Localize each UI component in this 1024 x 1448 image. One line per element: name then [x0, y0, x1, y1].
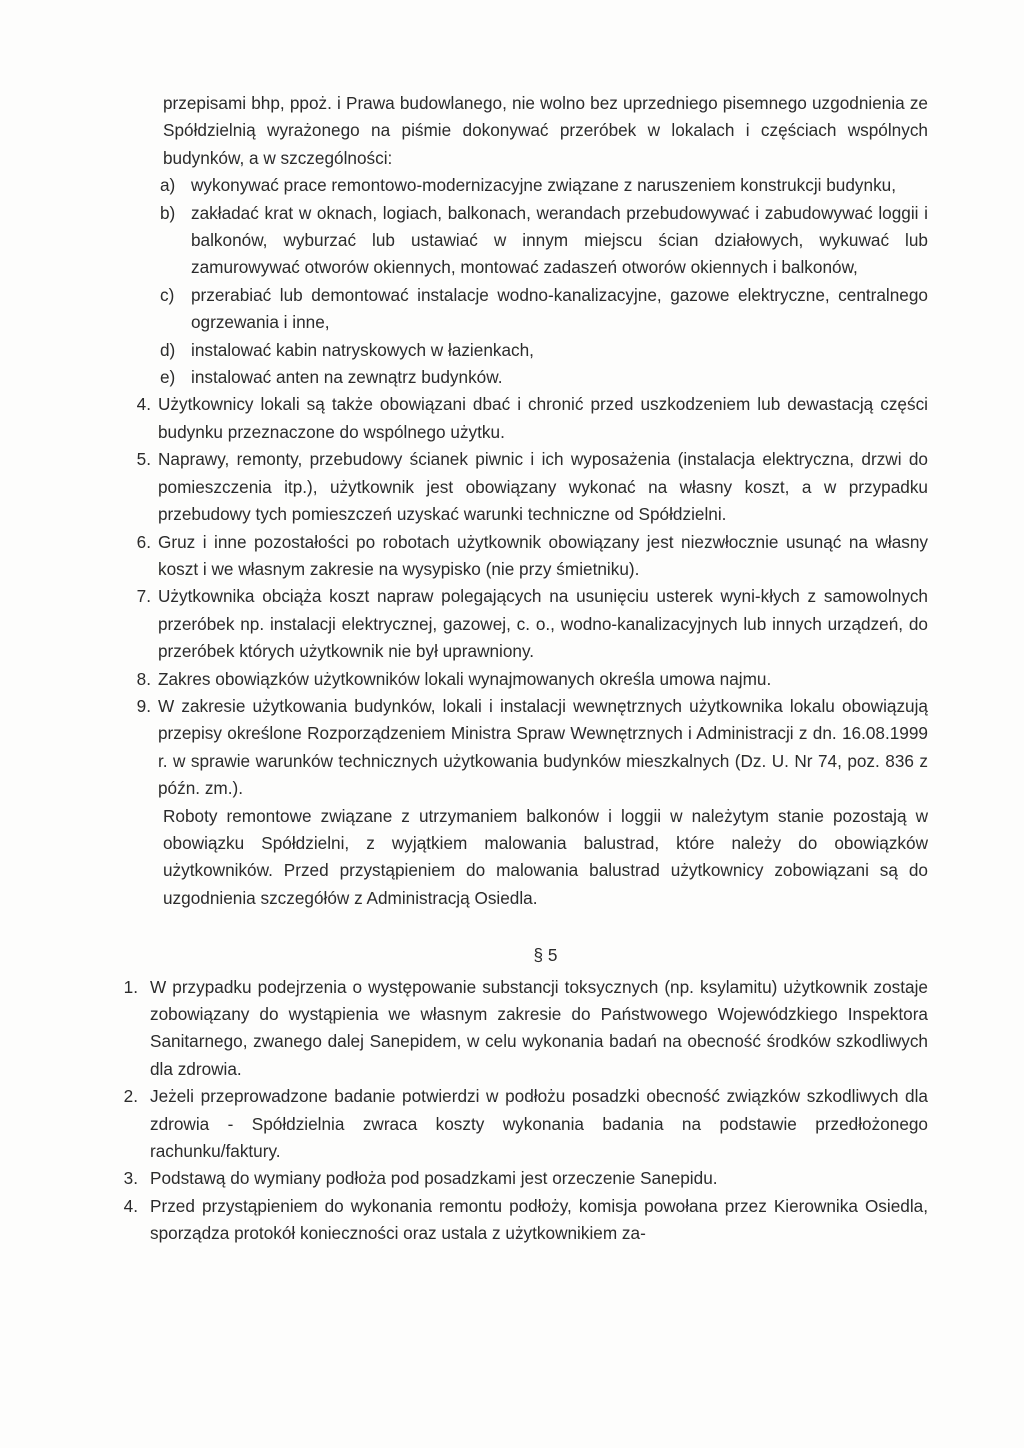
- list-label: c): [160, 284, 175, 305]
- list-text: wykonywać prace remontowo-modernizacyjne związane z naruszeniem konstrukcji budynku,: [191, 175, 897, 196]
- item-text: Podstawą do wymiany podłoża pod posadzkami jest orzeczenie Sanepidu.: [150, 1168, 718, 1189]
- list-item-e: [160, 364, 928, 391]
- item-number: 5.: [136, 449, 151, 470]
- item-text: W zakresie użytkowania budynków, lokali i instalacji wewnętrznych użytkownika lokalu obowiązują przepisy określone Rozporządzeniem Ministra Spraw Wewnętrznych i Administracji z dn. 16.08.1999 r. w sprawie warunków technicznych użytkowania budynków mieszkalnych (Dz. U. Nr 74, poz. 836 z późn. zm.).: [158, 695, 928, 799]
- item-text: Naprawy, remonty, przebudowy ścianek piwnic i ich wyposażenia (instalacja elektryczna, drzwi do pomieszczenia itp.), użytkownik jest obowiązany wykonać na własny koszt, a w przypadku przebudowy tych pomieszczeń uzyskać warunki techniczne od Spółdzielni.: [158, 449, 928, 525]
- numbered-item-6: [136, 529, 928, 584]
- list-item-c: [160, 282, 928, 337]
- item-text: Gruz i inne pozostałości po robotach użytkownik obowiązany jest niezwłocznie usunąć na własny koszt i we własnym zakresie na wysypisko (nie przy śmietniku).: [158, 531, 928, 579]
- item-text: Zakres obowiązków użytkowników lokali wynajmowanych określa umowa najmu.: [158, 668, 772, 689]
- item-number: 6.: [136, 531, 151, 552]
- list-text: przerabiać lub demontować instalacje wodno-kanalizacyjne, gazowe elektryczne, centralnego ogrzewania i inne,: [191, 284, 928, 333]
- list-text: instalować anten na zewnątrz budynków.: [191, 367, 503, 388]
- list-item-b: [160, 200, 928, 282]
- prohibited-works-list: [160, 172, 928, 391]
- numbered-list: [136, 391, 928, 912]
- section5-item-3: [123, 1165, 928, 1192]
- item-number: 4.: [123, 1195, 138, 1216]
- list-item-a: [160, 172, 928, 199]
- section5-item-4: [123, 1193, 928, 1248]
- section-5-list: [123, 974, 928, 1248]
- item-number: 1.: [123, 976, 138, 997]
- list-text: zakładać krat w oknach, logiach, balkonach, werandach przebudowywać i zabudowywać loggii i balkonów, wyburzać lub ustawiać w innym miejscu ścian działowych, wykuwać lub zamurowywać otworów okiennych, montować zadaszeń otworów okiennych i balkonów,: [191, 202, 928, 278]
- section5-item-2: [123, 1083, 928, 1165]
- intro-paragraph: przepisami bhp, ppoż. i Prawa budowlanego, nie wolno bez uprzedniego pisemnego uzgodnienia ze Spółdzielnią wyrażonego na piśmie dokonywać przeróbek w lokalach i częściach wspólnych budynków, a w szczególności:: [163, 93, 928, 168]
- item-number: 7.: [136, 586, 151, 607]
- numbered-item-5: [136, 446, 928, 528]
- list-item-d: [160, 337, 928, 364]
- numbered-item-9: [136, 693, 928, 803]
- list-text: instalować kabin natryskowych w łazienkach,: [191, 339, 534, 360]
- item-text: Użytkownika obciąża koszt napraw polegających na usunięciu usterek wyni-kłych z samowolnych przeróbek np. instalacji elektrycznej, gazowej, c. o., wodno-kanalizacyjnych lub innych urządzeń, do przeróbek których użytkownik nie był uprawniony.: [158, 586, 928, 662]
- item-number: 8.: [136, 668, 151, 689]
- item-text: Przed przystąpieniem do wykonania remontu podłoży, komisja powołana przez Kierownika Osiedla, sporządza protokół konieczności oraz ustala z użytkownikiem za-: [150, 1195, 928, 1244]
- item-text: W przypadku podejrzenia o występowanie substancji toksycznych (np. ksylamitu) użytkownik zostaje zobowiązany do wystąpienia we własnym zakresie do Państwowego Wojewódzkiego Inspektora Sanitarnego, zwanego dalej Sanepidem, w celu wykonania badań na obecność środków szkodliwych dla zdrowia.: [150, 976, 928, 1079]
- item-number: 2.: [123, 1086, 138, 1107]
- numbered-item-7: [136, 583, 928, 665]
- list-label: a): [160, 175, 176, 196]
- item-number: 9.: [136, 695, 151, 716]
- document-body: [123, 90, 928, 1248]
- numbered-item-4: [136, 391, 928, 446]
- numbered-item-8: [136, 666, 928, 693]
- section5-item-1: [123, 974, 928, 1084]
- list-label: d): [160, 339, 176, 360]
- item-number: 4.: [136, 394, 151, 415]
- item-text: Jeżeli przeprowadzone badanie potwierdzi w podłożu posadzki obecność związków szkodliwych dla zdrowia - Spółdzielnia zwraca koszty wykonania badania na podstawie przedłożonego rachunku/faktury.: [150, 1086, 928, 1162]
- section-heading: § 5: [533, 945, 558, 966]
- item-number: 3.: [123, 1168, 138, 1189]
- balcony-note: Roboty remontowe związane z utrzymaniem balkonów i loggii w należytym stanie pozostają w obowiązku Spółdzielni, z wyjątkiem malowania balustrad, które należy do obowiązków użytkowników. Przed przystąpieniem do malowania balustrad użytkownicy zobowiązani są do uzgodnienia szczegółów z Administracją Osiedla.: [163, 805, 928, 908]
- list-label: b): [160, 202, 176, 223]
- list-label: e): [160, 367, 176, 388]
- item-text: Użytkownicy lokali są także obowiązani dbać i chronić przed uszkodzeniem lub dewastacją części budynku przeznaczone do wspólnego użytku.: [158, 394, 928, 442]
